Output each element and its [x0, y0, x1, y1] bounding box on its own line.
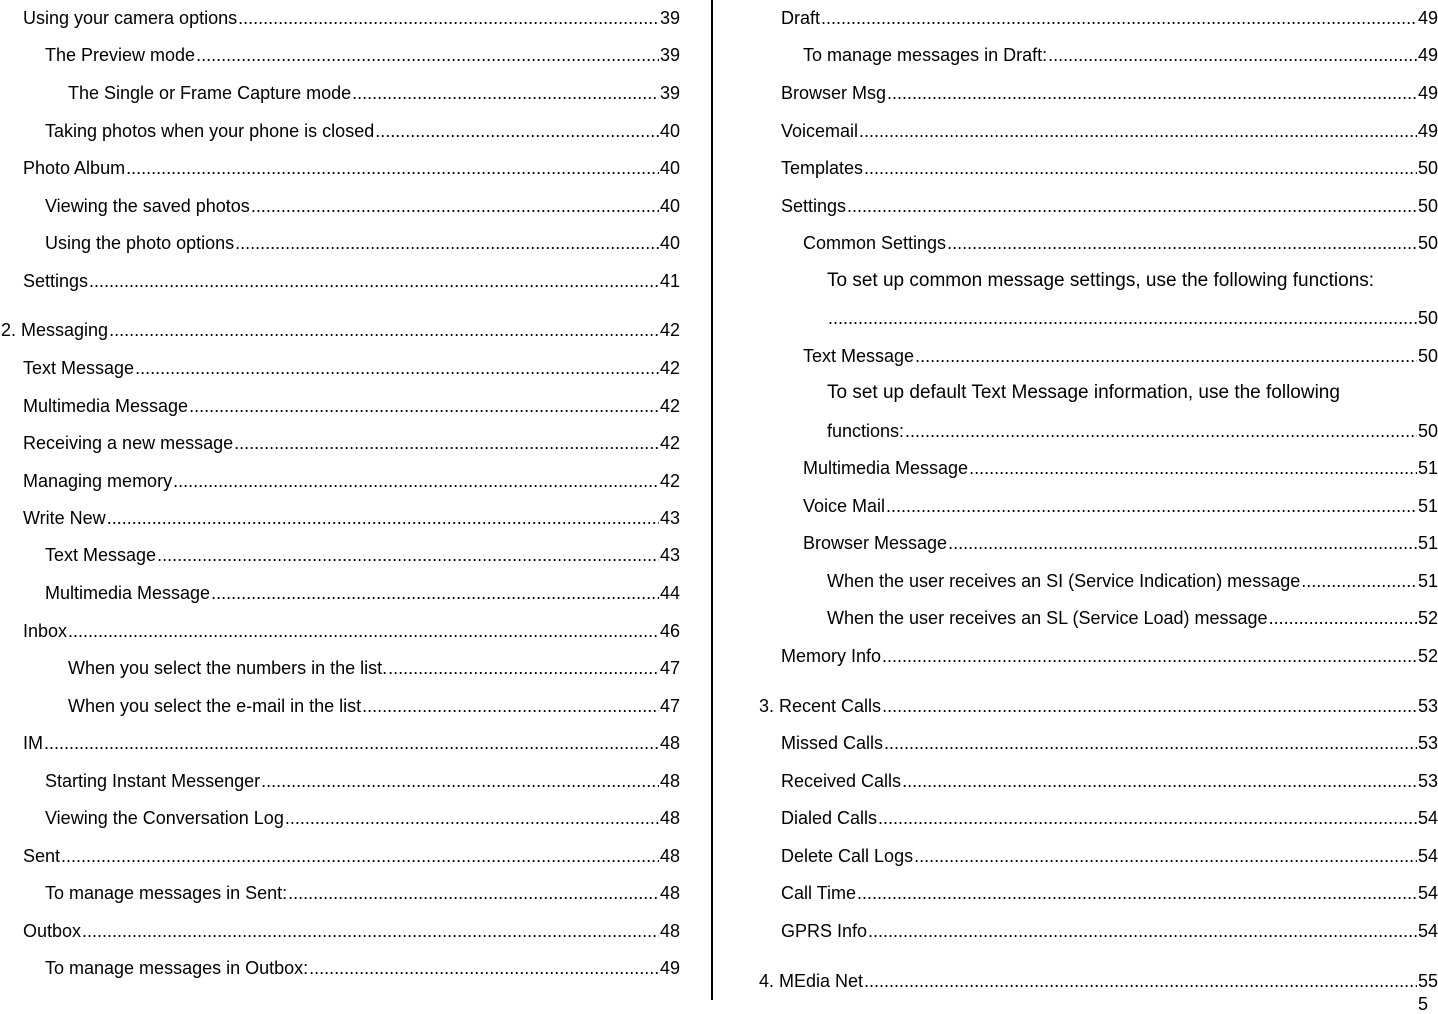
toc-entry-label: Receiving a new message: [23, 433, 234, 453]
toc-entry-page: 42: [659, 396, 680, 416]
toc-entry-label: To manage messages in Sent:: [45, 883, 288, 903]
dot-leader: [285, 807, 659, 829]
dot-leader: [61, 845, 659, 867]
dot-leader: [884, 732, 1417, 754]
toc-entry[interactable]: [759, 695, 1438, 717]
toc-entry[interactable]: [23, 7, 680, 29]
toc-entry[interactable]: [45, 44, 680, 66]
toc-entry[interactable]: [45, 120, 680, 142]
toc-entry-page: 43: [659, 545, 680, 565]
toc-entry-label: IM: [23, 733, 43, 753]
dot-leader: [238, 7, 659, 29]
toc-entry-page: 39: [659, 45, 680, 65]
toc-entry-label: Outbox: [23, 921, 82, 941]
dot-leader: [1269, 607, 1417, 629]
dot-leader: [821, 7, 1417, 29]
toc-entry-page: 42: [659, 358, 680, 378]
toc-entry[interactable]: [45, 232, 680, 254]
toc-entry-page: 51: [1417, 458, 1438, 478]
dot-leader: [375, 120, 659, 142]
toc-entry-label: 2. Messaging: [1, 320, 109, 340]
toc-entry[interactable]: [23, 357, 680, 379]
toc-entry[interactable]: [781, 920, 1438, 942]
toc-entry-page: 46: [659, 621, 680, 641]
toc-entry-page: 51: [1417, 571, 1438, 591]
toc-entry-page: 49: [1417, 45, 1438, 65]
toc-entry-page: 49: [1417, 8, 1438, 28]
toc-entry-label: Settings: [781, 196, 847, 216]
toc-entry[interactable]: [45, 957, 680, 979]
toc-entry[interactable]: [781, 845, 1438, 867]
toc-entry-label: 4. MEdia Net: [759, 971, 864, 991]
toc-entry-label: Taking photos when your phone is closed: [45, 121, 375, 141]
toc-entry-page: 49: [1417, 83, 1438, 103]
toc-entry-page: 47: [659, 696, 680, 716]
toc-entry[interactable]: [827, 570, 1438, 592]
toc-entry[interactable]: [45, 582, 680, 604]
toc-entry[interactable]: [781, 7, 1438, 29]
dot-leader: [173, 470, 659, 492]
toc-entry-label: Text Message: [23, 358, 135, 378]
toc-entry-label: Inbox: [23, 621, 68, 641]
toc-entry[interactable]: [45, 544, 680, 566]
toc-entry-page: 49: [1417, 121, 1438, 141]
toc-entry[interactable]: [68, 657, 680, 679]
toc-entry[interactable]: [803, 345, 1438, 367]
toc-entry[interactable]: [45, 195, 680, 217]
toc-entry-label: When you select the numbers in the list.: [68, 658, 388, 678]
toc-entry-label[interactable]: To set up common message settings, use the following functions:: [827, 270, 1375, 291]
toc-entry-label: Browser Msg: [781, 83, 887, 103]
dot-leader: [1048, 44, 1417, 66]
dot-leader: [388, 657, 659, 679]
toc-entry-label: Multimedia Message: [23, 396, 189, 416]
toc-entry-page: 54: [1417, 846, 1438, 866]
toc-entry-page: 52: [1417, 608, 1438, 628]
toc-entry-page: 51: [1417, 533, 1438, 553]
dot-leader: [969, 457, 1417, 479]
toc-entry-page: 39: [659, 83, 680, 103]
dot-leader: [914, 845, 1417, 867]
toc-entry-label: Photo Album: [23, 158, 126, 178]
dot-leader: [1301, 570, 1417, 592]
toc-entry[interactable]: [23, 270, 680, 292]
toc-entry-page: 54: [1417, 808, 1438, 828]
toc-entry-page: 47: [659, 658, 680, 678]
toc-entry-page: 41: [659, 271, 680, 291]
toc-entry-page: 48: [659, 808, 680, 828]
toc-entry[interactable]: [23, 845, 680, 867]
dot-leader: [847, 195, 1417, 217]
toc-entry-page: 43: [659, 508, 680, 528]
toc-entry-page: 48: [659, 921, 680, 941]
dot-leader: [878, 807, 1417, 829]
toc-entry[interactable]: [23, 620, 680, 642]
dot-leader: [864, 970, 1417, 992]
column-divider: [711, 0, 713, 1000]
dot-leader: [107, 507, 659, 529]
toc-entry-label: The Single or Frame Capture mode: [68, 83, 352, 103]
dot-leader: [126, 157, 659, 179]
dot-leader: [859, 120, 1417, 142]
toc-entry[interactable]: [827, 607, 1438, 629]
toc-entry[interactable]: [68, 695, 680, 717]
toc-entry-label: Voicemail: [781, 121, 859, 141]
toc-entry[interactable]: [781, 732, 1438, 754]
toc-entry-page: 50: [1417, 308, 1438, 328]
dot-leader: [886, 495, 1417, 517]
toc-entry-page: 40: [659, 196, 680, 216]
toc-entry[interactable]: [23, 470, 680, 492]
dot-leader: [251, 195, 659, 217]
toc-entry-label: Received Calls: [781, 771, 902, 791]
toc-entry[interactable]: [781, 882, 1438, 904]
toc-entry-label: Starting Instant Messenger: [45, 771, 261, 791]
toc-entry-label: Memory Info: [781, 646, 882, 666]
toc-entry-label: The Preview mode: [45, 45, 196, 65]
toc-entry-label: To manage messages in Outbox:: [45, 958, 309, 978]
toc-entry-label: Managing memory: [23, 471, 173, 491]
toc-entry[interactable]: [827, 420, 1438, 442]
toc-entry[interactable]: [803, 44, 1438, 66]
toc-entry[interactable]: [45, 807, 680, 829]
toc-entry-label: Multimedia Message: [803, 458, 969, 478]
toc-entry[interactable]: [23, 432, 680, 454]
dot-leader: [189, 395, 659, 417]
dot-leader: [211, 582, 659, 604]
page-number: 5: [1417, 994, 1428, 1014]
toc-entry-page: 52: [1417, 646, 1438, 666]
toc-entry-label: Missed Calls: [781, 733, 884, 753]
toc-entry-page: 50: [1417, 346, 1438, 366]
toc-entry[interactable]: [803, 232, 1438, 254]
toc-entry-page: 42: [659, 320, 680, 340]
toc-entry-label: Templates: [781, 158, 864, 178]
toc-entry-page: 53: [1417, 733, 1438, 753]
dot-leader: [157, 544, 659, 566]
toc-entry-label: Browser Message: [803, 533, 948, 553]
toc-entry[interactable]: [781, 645, 1438, 667]
dot-leader: [309, 957, 659, 979]
toc-entry-label: Voice Mail: [803, 496, 886, 516]
toc-entry-page: 48: [659, 771, 680, 791]
toc-entry-label: Delete Call Logs: [781, 846, 914, 866]
toc-entry[interactable]: [23, 395, 680, 417]
toc-entry-page: 44: [659, 583, 680, 603]
dot-leader: [882, 695, 1417, 717]
toc-entry-page: 53: [1417, 696, 1438, 716]
toc-entry-label: Multimedia Message: [45, 583, 211, 603]
toc-entry-page: 54: [1417, 921, 1438, 941]
dot-leader: [235, 232, 659, 254]
dot-leader: [352, 82, 659, 104]
toc-entry-label: 3. Recent Calls: [759, 696, 882, 716]
toc-entry-page: 39: [659, 8, 680, 28]
dot-leader: [864, 157, 1417, 179]
toc-entry[interactable]: [23, 920, 680, 942]
toc-entry-label: To manage messages in Draft:: [803, 45, 1048, 65]
dot-leader: [948, 532, 1417, 554]
toc-entry-page: 55: [1417, 971, 1438, 991]
toc-entry-page: 42: [659, 471, 680, 491]
toc-entry-page: 50: [1417, 233, 1438, 253]
toc-entry[interactable]: [781, 807, 1438, 829]
toc-entry-page: 50: [1417, 196, 1438, 216]
toc-entry[interactable]: [803, 495, 1438, 517]
dot-leader: [135, 357, 659, 379]
dot-leader: [857, 882, 1417, 904]
toc-entry-page: 40: [659, 158, 680, 178]
toc-entry[interactable]: [781, 120, 1438, 142]
toc-entry[interactable]: [45, 770, 680, 792]
toc-entry[interactable]: [23, 732, 680, 754]
toc-entry-page: 50: [1417, 421, 1438, 441]
dot-leader: [905, 420, 1417, 442]
toc-entry-label: When the user receives an SI (Service Indication) message: [827, 571, 1301, 591]
dot-leader: [915, 345, 1417, 367]
toc-entry-label: GPRS Info: [781, 921, 868, 941]
dot-leader: [261, 770, 659, 792]
toc-entry-label: Common Settings: [803, 233, 947, 253]
dot-leader: [362, 695, 659, 717]
toc-entry-page: 48: [659, 883, 680, 903]
toc-entry-page: 49: [659, 958, 680, 978]
toc-entry-label: When you select the e-mail in the list: [68, 696, 362, 716]
toc-entry-label: functions:: [827, 421, 905, 441]
dot-leader: [89, 270, 659, 292]
toc-entry-label: Viewing the saved photos: [45, 196, 250, 216]
toc-entry[interactable]: [68, 82, 680, 104]
dot-leader: [196, 44, 659, 66]
dot-leader: [288, 882, 659, 904]
toc-entry[interactable]: [781, 195, 1438, 217]
toc-entry-label: Call Time: [781, 883, 857, 903]
toc-entry[interactable]: [759, 970, 1438, 992]
toc-entry-page: 40: [659, 233, 680, 253]
dot-leader: [828, 307, 1417, 329]
dot-leader: [82, 920, 659, 942]
toc-entry-label: Text Message: [45, 545, 157, 565]
toc-entry[interactable]: [45, 882, 680, 904]
dot-leader: [902, 770, 1417, 792]
toc-entry[interactable]: [827, 307, 1438, 329]
toc-entry-page: 50: [1417, 158, 1438, 178]
toc-entry-label: Dialed Calls: [781, 808, 878, 828]
toc-entry[interactable]: [23, 157, 680, 179]
toc-entry[interactable]: [23, 507, 680, 529]
toc-entry-page: 54: [1417, 883, 1438, 903]
toc-entry-page: 48: [659, 846, 680, 866]
toc-entry-page: 53: [1417, 771, 1438, 791]
toc-entry-page: 42: [659, 433, 680, 453]
dot-leader: [109, 319, 659, 341]
toc-entry-label: Viewing the Conversation Log: [45, 808, 284, 828]
toc-entry-label: Sent: [23, 846, 61, 866]
toc-entry-label: Using your camera options: [23, 8, 238, 28]
dot-leader: [947, 232, 1417, 254]
toc-entry[interactable]: [1, 319, 680, 341]
dot-leader: [882, 645, 1417, 667]
toc-entry-label: Draft: [781, 8, 821, 28]
toc-entry-label: Write New: [23, 508, 106, 528]
toc-entry-label: Text Message: [803, 346, 915, 366]
toc-entry-label: Settings: [23, 271, 89, 291]
toc-entry[interactable]: [803, 532, 1438, 554]
toc-entry-page: 48: [659, 733, 680, 753]
dot-leader: [234, 432, 659, 454]
toc-entry-page: 40: [659, 121, 680, 141]
toc-entry-label: When the user receives an SL (Service Load) message: [827, 608, 1268, 628]
toc-entry-page: 51: [1417, 496, 1438, 516]
dot-leader: [68, 620, 659, 642]
dot-leader: [44, 732, 659, 754]
dot-leader: [868, 920, 1417, 942]
toc-entry-label: Using the photo options: [45, 233, 235, 253]
toc-entry[interactable]: [781, 82, 1438, 104]
toc-entry[interactable]: [781, 157, 1438, 179]
toc-entry[interactable]: [781, 770, 1438, 792]
dot-leader: [887, 82, 1417, 104]
toc-entry-label[interactable]: To set up default Text Message information, use the following: [827, 382, 1340, 403]
toc-entry[interactable]: [803, 457, 1438, 479]
